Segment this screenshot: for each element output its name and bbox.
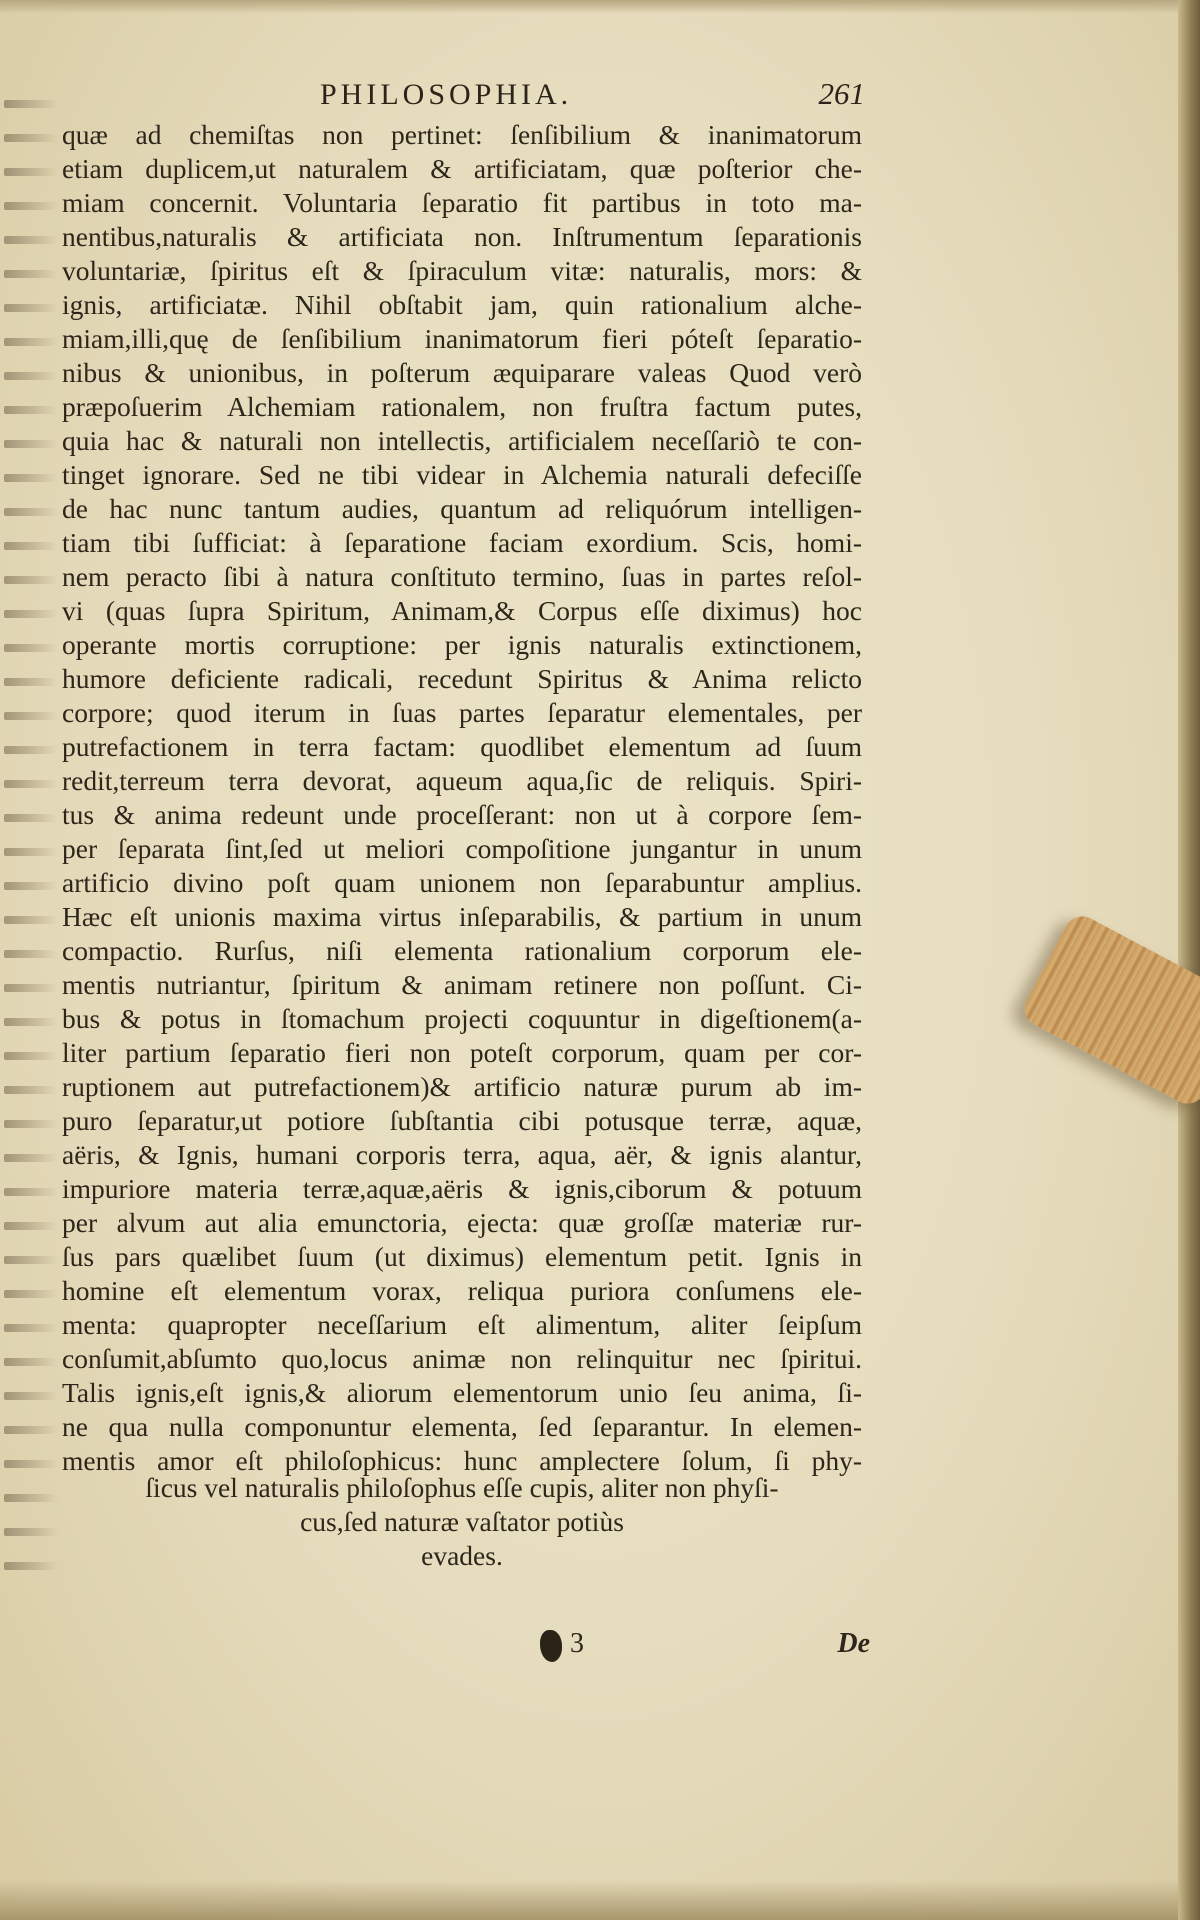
tail-line: evades. bbox=[421, 1540, 503, 1571]
text-line: impuriore materia terræ,aquæ,aëris & ignis,ciborum & potuum bbox=[62, 1173, 862, 1204]
text-line: mentis nutriantur, ſpiritum & animam retinere non poſſunt. Ci- bbox=[62, 969, 862, 1000]
text-line: menta: quapropter neceſſarium eſt alimentum, aliter ſeipſum bbox=[62, 1309, 862, 1340]
text-line: voluntariæ, ſpiritus eſt & ſpiraculum vitæ: naturalis, mors: & bbox=[62, 255, 862, 286]
tail-line: ſicus vel naturalis philoſophus eſſe cupis, aliter non phyſi- bbox=[145, 1472, 779, 1503]
text-line: tinget ignorare. Sed ne tibi videar in Alchemia naturali defeciſſe bbox=[62, 459, 862, 490]
signature-mark: 3 bbox=[570, 1628, 584, 1659]
text-line: nentibus,naturalis & artificiata non. Inſtrumentum ſeparationis bbox=[62, 221, 862, 252]
text-line: miam,illi,quę de ſenſibilium inanimatorum fieri póteſt ſeparatio- bbox=[62, 323, 862, 354]
text-line: operante mortis corruptione: per ignis naturalis extinctionem, bbox=[62, 629, 862, 660]
text-line: aëris, & Ignis, humani corporis terra, aqua, aër, & ignis alantur, bbox=[62, 1139, 862, 1170]
text-line: conſumit,abſumto quo,locus animæ non relinquitur nec ſpiritui. bbox=[62, 1343, 862, 1374]
previous-page-stubs bbox=[0, 100, 58, 1660]
text-line: tus & anima redeunt unde proceſſerant: non ut à corpore ſem- bbox=[62, 799, 862, 830]
text-line: tiam tibi ſufficiat: à ſeparatione faciam exordium. Scis, homi- bbox=[62, 527, 862, 558]
page-footer bbox=[540, 1628, 870, 1668]
text-line: Hæc eſt unionis maxima virtus inſeparabilis, & partium in unum bbox=[62, 901, 862, 932]
text-line: ruptionem aut putrefactionem)& artificio naturæ purum ab im- bbox=[62, 1071, 862, 1102]
tail-line: cus,ſed naturæ vaſtator potiùs bbox=[300, 1506, 624, 1537]
text-line: præpoſuerim Alchemiam rationalem, non fruſtra factum putes, bbox=[62, 391, 862, 422]
tail-piece-text bbox=[62, 1470, 862, 1572]
text-line: vi (quas ſupra Spiritum, Animam,& Corpus eſſe diximus) hoc bbox=[62, 595, 862, 626]
text-line: de hac nunc tantum audies, quantum ad reliquórum intelligen- bbox=[62, 493, 862, 524]
page-top-shadow bbox=[0, 0, 1200, 14]
text-line: etiam duplicem,ut naturalem & artificiatam, quæ poſterior che- bbox=[62, 153, 862, 184]
wooden-peg-object bbox=[1019, 910, 1200, 1110]
body-text bbox=[62, 118, 862, 1478]
text-line: puro ſeparatur,ut potiore ſubſtantia cibi potusque terræ, aquæ, bbox=[62, 1105, 862, 1136]
text-line: nem peracto ſibi à natura conſtituto termino, ſuas in partes reſol- bbox=[62, 561, 862, 592]
text-line: humore deficiente radicali, recedunt Spiritus & Anima relicto bbox=[62, 663, 862, 694]
text-line: redit,terreum terra devorat, aqueum aqua,ſic de reliquis. Spiri- bbox=[62, 765, 862, 796]
text-line: compactio. Rurſus, niſi elementa rationalium corporum ele- bbox=[62, 935, 862, 966]
running-head: PHILOSOPHIA. bbox=[320, 78, 573, 111]
text-line: corpore; quod iterum in ſuas partes ſeparatur elementales, per bbox=[62, 697, 862, 728]
text-line: quia hac & naturali non intellectis, artificialem neceſſariò te con- bbox=[62, 425, 862, 456]
text-line: ignis, artificiatæ. Nihil obſtabit jam, quin rationalium alche- bbox=[62, 289, 862, 320]
page-header bbox=[320, 78, 865, 118]
ink-blot-mark bbox=[540, 1630, 562, 1662]
text-line: per ſeparata ſint,ſed ut meliori compoſitione jungantur in unum bbox=[62, 833, 862, 864]
text-line: putrefactionem in terra factam: quodlibet elementum ad ſuum bbox=[62, 731, 862, 762]
text-line: Talis ignis,eſt ignis,& aliorum elementorum unio ſeu anima, ſi- bbox=[62, 1377, 862, 1408]
catchword: De bbox=[837, 1628, 870, 1659]
text-line: nibus & unionibus, in poſterum æquiparare valeas Quod verò bbox=[62, 357, 862, 388]
text-line: homine eſt elementum vorax, reliqua puriora conſumens ele- bbox=[62, 1275, 862, 1306]
page-number: 261 bbox=[818, 76, 865, 111]
text-line: bus & potus in ſtomachum projecti coquuntur in digeſtionem(a- bbox=[62, 1003, 862, 1034]
text-line: miam concernit. Voluntaria ſeparatio fit partibus in toto ma- bbox=[62, 187, 862, 218]
page-bottom-shadow bbox=[0, 1880, 1200, 1920]
page-right-edge bbox=[1178, 0, 1200, 1920]
text-line: artificio divino poſt quam unionem non ſeparabuntur amplius. bbox=[62, 867, 862, 898]
text-line: liter partium ſeparatio fieri non poteſt corporum, quam per cor- bbox=[62, 1037, 862, 1068]
text-line: ſus pars quælibet ſuum (ut diximus) elementum petit. Ignis in bbox=[62, 1241, 862, 1272]
text-line: quæ ad chemiſtas non pertinet: ſenſibilium & inanimatorum bbox=[62, 119, 862, 150]
text-line: ne qua nulla componuntur elementa, ſed ſeparantur. In elemen- bbox=[62, 1411, 862, 1442]
text-line: mentis amor eſt philoſophicus: hunc amplectere ſolum, ſi phy- bbox=[62, 1445, 862, 1476]
text-line: per alvum aut alia emunctoria, ejecta: quæ groſſæ materiæ rur- bbox=[62, 1207, 862, 1238]
